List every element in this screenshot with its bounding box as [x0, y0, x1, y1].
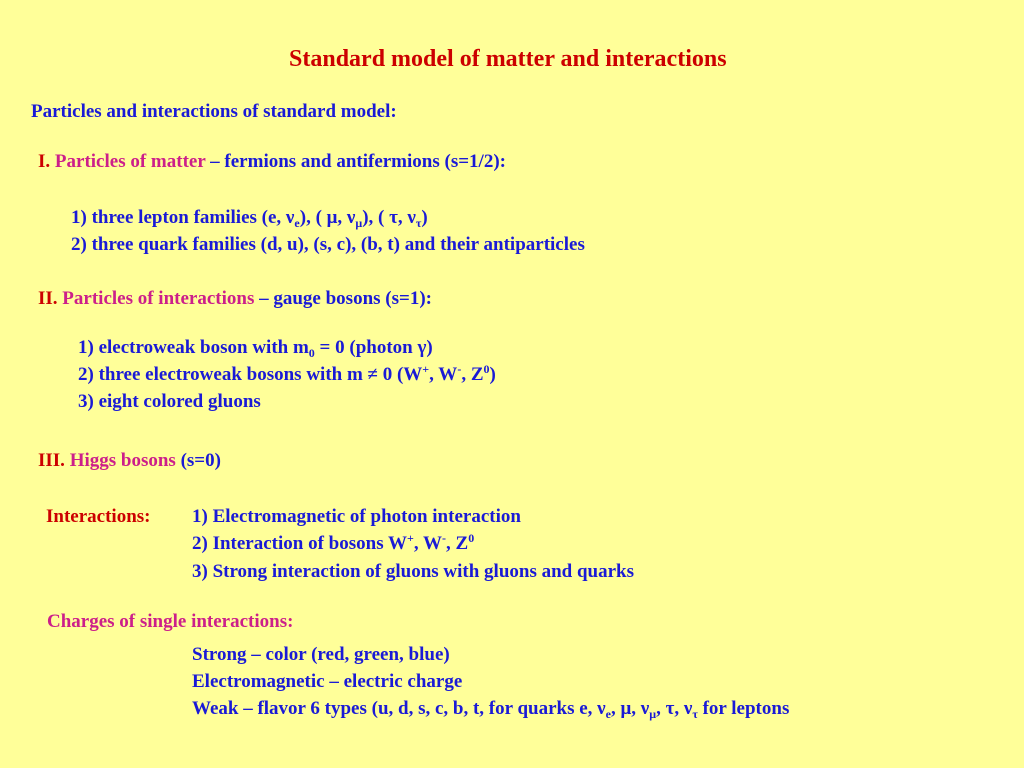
intro-heading: Particles and interactions of standard model: — [31, 101, 397, 122]
superscript: 0 — [483, 362, 490, 376]
text-part: ) — [489, 364, 496, 385]
lepton-families-line — [71, 207, 428, 229]
subscript: μ — [355, 216, 363, 230]
text-part: , W — [429, 364, 458, 385]
text-part: ), ( τ, ν — [362, 207, 416, 228]
superscript: - — [457, 362, 462, 376]
section1-label: Particles of matter — [54, 151, 206, 172]
text-part: for leptons — [697, 698, 790, 719]
charge-line-electromagnetic: Electromagnetic – electric charge — [192, 671, 463, 692]
superscript: + — [407, 531, 414, 545]
page-title: Standard model of matter and interactions — [289, 46, 727, 72]
charge-line-strong: Strong – color (red, green, blue) — [192, 644, 450, 665]
section3-label: Higgs bosons — [69, 450, 176, 471]
subscript: e — [294, 216, 300, 230]
text-part: , Z — [461, 364, 484, 385]
three-bosons-line — [78, 364, 496, 386]
subscript: τ — [415, 216, 422, 230]
text-part: 2) Interaction of bosons W — [192, 533, 407, 554]
section2-prefix: II. — [38, 288, 63, 309]
section3-prefix: III. — [38, 450, 70, 471]
section1-prefix: I. — [38, 151, 55, 172]
text-part: 1) three lepton families (e, ν — [71, 207, 295, 228]
text-part: , τ, ν — [656, 698, 693, 719]
section1-rest: – fermions and antifermions (s=1/2): — [205, 151, 506, 172]
section2-label: Particles of interactions — [62, 288, 255, 309]
subscript: μ — [649, 707, 657, 721]
section3-rest: (s=0) — [175, 450, 221, 471]
interaction-line-2 — [192, 533, 474, 555]
subscript: e — [605, 707, 611, 721]
charges-label: Charges of single interactions: — [47, 611, 294, 632]
text-part: = 0 (photon γ) — [314, 337, 433, 358]
charge-line-weak — [192, 698, 789, 720]
section2-rest: – gauge bosons (s=1): — [254, 288, 432, 309]
text-part: ), ( μ, ν — [299, 207, 356, 228]
text-part: 2) three electroweak bosons with m ≠ 0 (W — [78, 364, 423, 385]
text-part: , μ, ν — [611, 698, 650, 719]
text-part: Weak – flavor 6 types (u, d, s, c, b, t, for quarks e, ν — [192, 698, 606, 719]
text-part: , Z — [446, 533, 469, 554]
quark-families-line: 2) three quark families (d, u), (s, c), (b, t) and their antiparticles — [71, 234, 585, 255]
interaction-line-1: 1) Electromagnetic of photon interaction — [192, 506, 521, 527]
text-part: 1) electroweak boson with m — [78, 337, 309, 358]
interaction-line-3: 3) Strong interaction of gluons with gluons and quarks — [192, 561, 635, 582]
section1-heading — [38, 151, 506, 173]
superscript: + — [422, 362, 430, 376]
interactions-label: Interactions: — [46, 506, 151, 527]
superscript: 0 — [468, 531, 475, 545]
section2-heading — [38, 288, 432, 310]
text-part: ) — [421, 207, 428, 228]
electroweak-boson-line — [78, 337, 433, 359]
section3-heading — [38, 450, 221, 472]
superscript: - — [442, 531, 447, 545]
subscript: τ — [692, 707, 698, 721]
subscript: 0 — [308, 346, 315, 360]
gluons-line: 3) eight colored gluons — [78, 391, 261, 412]
text-part: , W — [413, 533, 443, 554]
